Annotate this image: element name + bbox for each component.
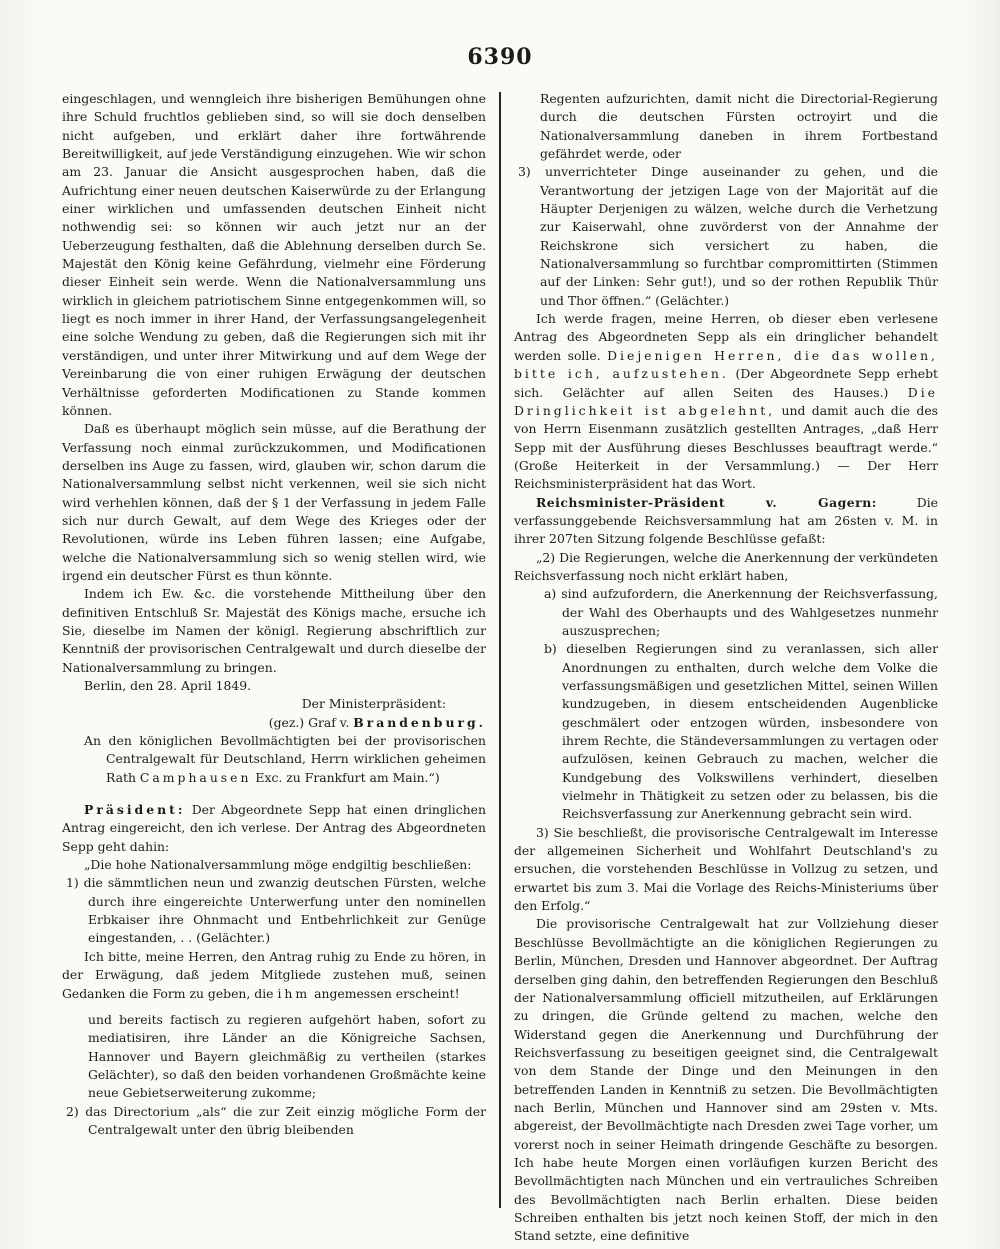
emphasis: Die Dringlichkeit ist abgelehnt, (514, 384, 938, 418)
page-number: 6390 (467, 44, 533, 70)
address (62, 732, 486, 787)
resolution-2: „2) Die Regierungen, welche die Anerkennung der verkündeten Reichsverfassung noch nicht erklärt haben, (514, 549, 938, 583)
motion-item-1: 1) die sämmtlichen neun und zwanzig deutschen Fürsten, welche durch ihre eingereichte Unterwerfung unter den nominellen Erbkaiser ihre Ohnmacht und Entbehrlichkeit zur Genüge eingestanden, . . (Gelächter.) (66, 875, 486, 946)
speech-text-end: angemessen erscheint! (310, 985, 460, 1001)
left-column (62, 90, 486, 1210)
quote-intro: „Die hohe Nationalversammlung möge endgiltig beschließen: (84, 857, 472, 873)
speech-praesident (62, 801, 486, 856)
motion-continuation: und bereits factisch zu regieren aufgehört haben, sofort zu mediatisiren, ihre Länder an die Königreiche Sachsen, Hannover und Bayern gleichmäßig zu vertheilen (starkes Gelächter), so daß den beiden vorhandenen Großmächte keine neue Gebietserweiterung zukomme; (88, 1011, 486, 1101)
motion-item-3: 3) unverrichteter Dinge auseinander zu gehen, und die Verantwortung der jetzigen Lage von der Majorität auf die Häupter Derjenigen zu wälzen, welche durch die Verhetzung zur Kaiserwahl, ohne zuvörderst von der Annahme der Reichskrone sich versichert zu haben, die Nationalversammlung so furchtbar compromittirten (Stimmen auf der Linken: Sehr gut!), und so der rothen Republik Thür und Thor öffnen.“ (Gelächter.) (518, 164, 938, 308)
spacer (62, 1003, 486, 1011)
paragraph: eingeschlagen, und wenngleich ihre bisherigen Bemühungen ohne ihre Schuld fruchtlos geblieben sind, so will sie doch denselben nicht aufgeben, und erklärt daher ihre fortwährende Bereitwilligkeit, auf jede Verständigung einzugehen. Wie wir schon am 23. Januar die Ansicht ausgesprochen haben, daß die Aufrichtung einer neuen deutschen Kaiserwürde zu der Erlangung einer wirklichen und umfassenden deutschen Einheit nicht nothwendig sei: so können wir auch jetzt nur an der Ueberzeugung festhalten, daß die Ablehnung derselben durch Se. Majestät den König keine Gefährdung, vielmehr eine Förderung dieser Einheit sein werde. Wenn die Nationalversammlung uns wirklich in gleichem patriotischem Sinne entgegenkommen will, so liegt es noch immer in ihrer Hand, der Verfassungsangelegenheit eine solche Wendung zu geben, daß die Regierungen sich mit ihr verständigen, und unter ihrer Mitwirkung und auf dem Wege der Vereinbarung die von einer ruhigen Erwägung der deutschen Verhältnisse geforderten Modificationen zu Stande kommen können. (62, 91, 486, 418)
speech-text: Die verfassunggebende Reichsversammlung hat am 26sten v. M. in ihrer 207ten Sitzung folgende Beschlüsse gefaßt: (514, 494, 939, 547)
right-column (514, 90, 939, 1244)
speech-text: Ich bitte, meine Herren, den Antrag ruhig zu Ende zu hören, in der Erwägung, daß jedem Mitgliede zustehen muß, seinen Gedanken die Form zu geben, die (62, 948, 486, 1001)
address-text: An den königlichen Bevollmächtigten bei der provisorischen Centralgewalt für Deutschland, Herrn wirklichen geheimen Rath (84, 733, 486, 785)
address-text-end: Exc. zu Frankfurt am Main.“) (251, 769, 440, 785)
motion-item-2: 2) das Directorium „als“ die zur Zeit einzig mögliche Form der Centralgewalt unter den übrig bleibenden (66, 1103, 486, 1137)
paragraph: Daß es überhaupt möglich sein müsse, auf die Berathung der Verfassung noch einmal zurückzukommen, und Modificationen derselben ins Auge zu fassen, wird, glauben wir, schon darum die Nationalversammlung selbst nicht verkennen, weil sie sich nicht wird verhehlen können, daß der § 1 der Verfassung in jedem Falle sich nur durch Gewalt, auf dem Wege des Krieges oder der Revolutionen, würde ins Leben führen lassen; eine Aufgabe, welche die Nationalversammlung sich so wenig stellen wird, wie irgend ein deutscher Fürst es thun könnte. (62, 421, 486, 583)
resolution-3: 3) Sie beschließt, die provisorische Centralgewalt im Interesse der allgemeinen Sicherheit und Wohlfahrt Deutschland's zu ersuchen, die vorstehenden Beschlüsse in Vollzug zu setzen, und erwartet bis zum 3. Mai die Vorlage des Reichs-Ministeriums über den Erfolg.“ (514, 824, 938, 914)
paragraph: Indem ich Ew. &c. die vorstehende Mittheilung über den definitiven Entschluß Sr. Majestät des Königs mache, ersuche ich Sie, dieselbe im Namen der königl. Regierung abschriftlich zur Kenntniß der provisorischen Centralgewalt und durch dieselbe der Nationalversammlung zu bringen. (62, 586, 486, 675)
resolution-2a: a) sind aufzufordern, die Anerkennung der Reichsverfassung, der Wahl des Oberhaupts und des Wahlgesetzes nunmehr auszusprechen; (544, 586, 938, 638)
signature-title: Der Ministerpräsident: (301, 696, 446, 712)
paragraph: Die provisorische Centralgewalt hat zur Vollziehung dieser Beschlüsse Bevollmächtigte an die königlichen Regierungen zu Berlin, München, Dresden und Hannover abgeordnet. Der Auftrag derselben ging dahin, den betreffenden Regierungen den Beschluß der Nationalversammlung officiell mitzutheilen, auf Erklärungen zu dringen, die Gründe geltend zu machen, welche den Widerstand gegen die Anerkennung und Durchführung der Reichsverfassung zu beseitigen geeignet sind, die Centralgewalt von dem Stande der Dinge und den Meinungen in den betreffenden Landen in Kenntniß zu setzen. Die Bevollmächtigten nach Berlin, München und Hannover sind am 29sten v. Mts. abgereist, der Bevollmächtigte nach Dresden zwei Tage vorher, um vorerst noch in seiner Heimath dringende Geschäfte zu besorgen. Ich habe heute Morgen einen vorläufigen kurzen Bericht des Bevollmächtigten nach München und ein vertrauliches Schreiben des Bevollmächtigten nach Berlin erhalten. Diese beiden Schreiben enthalten bis jetzt noch keinen Stoff, der mich in den Stand setzte, eine definitive (514, 916, 938, 1244)
speech-gagern (514, 494, 938, 549)
emphasis: Diejenigen Herren, die das wollen, bitte ich, aufzustehen. (514, 347, 939, 382)
signature-name: Brandenburg. (353, 714, 486, 730)
signature-prefix: (gez.) Graf v. (268, 714, 354, 730)
speech-text: Ich werde fragen, meine Herren, ob dieser eben verlesene Antrag des Abgeordneten Sepp als ein dringlicher behandelt werden solle. (514, 311, 938, 363)
resolution-2b: b) dieselben Regierungen sind zu veranlassen, sich aller Anordnungen zu enthalten, durch welche dem Volke die verfassungsmäßigen und gesetzlichen Mittel, seinen Willen kundzugeben, in diesem entscheidenden Augenblicke geschmälert oder entzogen würden, insbesondere von ihrem Rechte, die Ständeversammlungen zu vertagen oder aufzulösen, keinen Gebrauch zu machen, welcher die Kundgebung des Volkswillens verhindert, dieselben vielmehr in Thätigkeit zu setzen oder zu belassen, bis die Reichsverfassung zur Anerkennung gebracht sein wird. (544, 641, 938, 822)
motion-continuation: Regenten aufzurichten, damit nicht die Directorial-Regierung durch die deutschen Fürsten octroyirt und die Nationalversammlung daneben in ihrem Fortbestand gefährdet werde, oder (540, 91, 938, 162)
address-name: Camphausen (139, 769, 252, 785)
paragraph (62, 948, 486, 1003)
vote-paragraph (514, 310, 938, 493)
signature (62, 714, 486, 732)
speech-text: Der Abgeordnete Sepp hat einen dringlichen Antrag eingereicht, den ich verlese. Der Antrag des Abgeordneten Sepp geht dahin: (62, 802, 486, 854)
emphasis: ihm (277, 985, 311, 1001)
date-line: Berlin, den 28. April 1849. (84, 678, 252, 693)
spacer (62, 787, 486, 801)
speaker-label: Präsident: (84, 802, 186, 818)
speech-text: (Der Abgeordnete Sepp erhebt sich. Gelächter auf allen Seiten des Hauses.) (514, 366, 939, 400)
column-rule (499, 92, 501, 1208)
speech-text: und damit auch die des von Herrn Eisenmann zusätzlich gestellten Antrages, „daß Herr Sepp mit der Ausführung dieses Beschlusses beauftragt werde.“ (Große Heiterkeit in der Versammlung.) — Der Herr Reichsministerpräsident hat das Wort. (514, 402, 939, 492)
speaker-label: Reichsminister-Präsident v. Gagern: (536, 494, 877, 510)
